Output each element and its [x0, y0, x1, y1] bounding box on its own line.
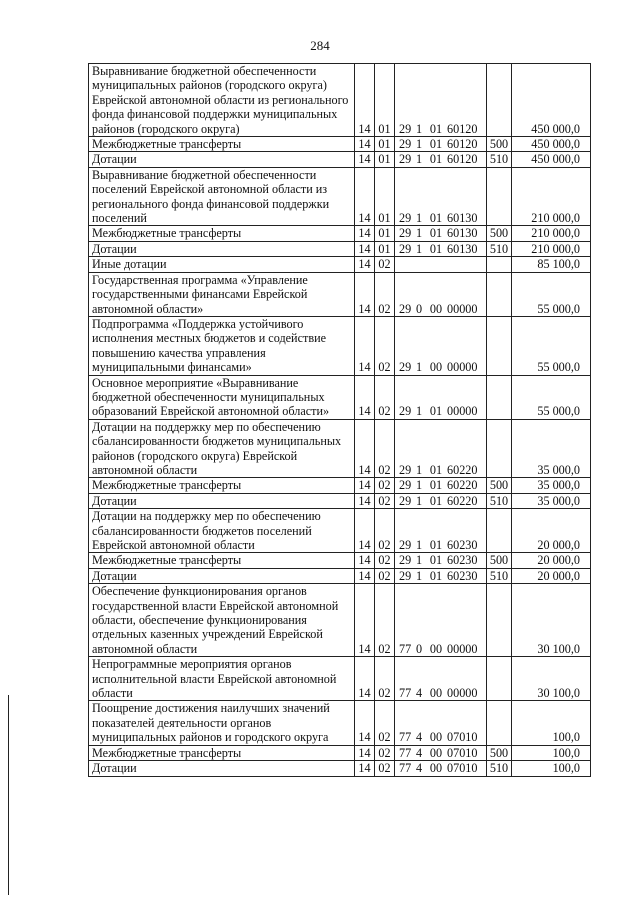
row-rz: 14: [355, 761, 375, 776]
row-sum: 100,0: [512, 761, 591, 776]
table-row: [89, 584, 591, 657]
row-csr: 29 1 01 60120: [395, 152, 487, 167]
row-pr: 01: [375, 226, 395, 241]
row-sum: 210 000,0: [512, 226, 591, 241]
table-row: [89, 152, 591, 167]
row-csr: 29 1 01 60130: [395, 167, 487, 226]
table-row: [89, 167, 591, 226]
row-name: Выравнивание бюджетной обеспеченности поселений Еврейской автономной области из регионального фонда финансовой поддержки поселений: [89, 167, 355, 226]
row-sum: 210 000,0: [512, 167, 591, 226]
table-row: [89, 272, 591, 316]
row-sum: 100,0: [512, 701, 591, 745]
row-pr: 02: [375, 478, 395, 493]
table-row: [89, 419, 591, 478]
row-name: Межбюджетные трансферты: [89, 745, 355, 760]
row-pr: 02: [375, 657, 395, 701]
row-pr: 01: [375, 241, 395, 256]
row-pr: 02: [375, 701, 395, 745]
page-number: 284: [310, 38, 330, 53]
row-name: Межбюджетные трансферты: [89, 478, 355, 493]
row-vr: 510: [487, 568, 512, 583]
row-rz: 14: [355, 137, 375, 152]
row-csr: 29 1 01 00000: [395, 375, 487, 419]
row-name: Государственная программа «Управление государственными финансами Еврейской автономной области»: [89, 272, 355, 316]
row-csr: 29 1 01 60120: [395, 137, 487, 152]
row-sum: 55 000,0: [512, 375, 591, 419]
table-row: [89, 375, 591, 419]
row-pr: 02: [375, 745, 395, 760]
row-pr: 02: [375, 493, 395, 508]
row-sum: 35 000,0: [512, 478, 591, 493]
row-csr: 29 1 01 60220: [395, 419, 487, 478]
row-sum: 55 000,0: [512, 272, 591, 316]
row-name: Дотации: [89, 568, 355, 583]
row-sum: 35 000,0: [512, 493, 591, 508]
row-sum: 450 000,0: [512, 137, 591, 152]
row-csr: 29 1 01 60220: [395, 478, 487, 493]
row-rz: 14: [355, 657, 375, 701]
row-pr: 02: [375, 553, 395, 568]
row-sum: 20 000,0: [512, 553, 591, 568]
row-name: Поощрение достижения наилучших значений показателей деятельности органов муниципальных районов и городского округа: [89, 701, 355, 745]
row-sum: 20 000,0: [512, 568, 591, 583]
table-row: [89, 745, 591, 760]
row-rz: 14: [355, 745, 375, 760]
row-sum: 20 000,0: [512, 509, 591, 553]
table-row: [89, 478, 591, 493]
row-rz: 14: [355, 419, 375, 478]
row-sum: 55 000,0: [512, 316, 591, 375]
row-rz: 14: [355, 167, 375, 226]
row-vr: 500: [487, 137, 512, 152]
row-pr: 02: [375, 568, 395, 583]
row-csr: 29 1 01 60130: [395, 226, 487, 241]
row-pr: 01: [375, 167, 395, 226]
row-csr: 77 4 00 07010: [395, 745, 487, 760]
row-name: Дотации на поддержку мер по обеспечению сбалансированности бюджетов поселений Еврейской автономной области: [89, 509, 355, 553]
row-vr: [487, 584, 512, 657]
row-rz: 14: [355, 701, 375, 745]
row-csr: 77 4 00 00000: [395, 657, 487, 701]
table-row: [89, 568, 591, 583]
row-rz: 14: [355, 553, 375, 568]
row-vr: 510: [487, 761, 512, 776]
row-rz: 14: [355, 316, 375, 375]
row-csr: 29 1 01 60120: [395, 64, 487, 137]
row-pr: 01: [375, 137, 395, 152]
table-row: [89, 241, 591, 256]
row-csr: 29 0 00 00000: [395, 272, 487, 316]
row-pr: 01: [375, 64, 395, 137]
row-name: Основное мероприятие «Выравнивание бюджетной обеспеченности муниципальных образований Еврейской автономной области»: [89, 375, 355, 419]
row-rz: 14: [355, 584, 375, 657]
row-vr: 500: [487, 553, 512, 568]
row-name: Дотации: [89, 761, 355, 776]
row-sum: 450 000,0: [512, 152, 591, 167]
row-vr: [487, 272, 512, 316]
row-pr: 02: [375, 375, 395, 419]
row-pr: 02: [375, 509, 395, 553]
row-rz: 14: [355, 64, 375, 137]
row-sum: 30 100,0: [512, 657, 591, 701]
row-name: Обеспечение функционирования органов государственной власти Еврейской автономной области, обеспечение функционирования отдельных казенных учреждений Еврейской автономной области: [89, 584, 355, 657]
row-csr: 77 0 00 00000: [395, 584, 487, 657]
row-vr: [487, 509, 512, 553]
row-vr: 510: [487, 152, 512, 167]
table-row: [89, 493, 591, 508]
row-vr: [487, 375, 512, 419]
row-vr: [487, 701, 512, 745]
row-sum: 30 100,0: [512, 584, 591, 657]
table-row: [89, 761, 591, 776]
table-row: [89, 701, 591, 745]
row-vr: [487, 167, 512, 226]
row-pr: 02: [375, 272, 395, 316]
row-name: Дотации: [89, 152, 355, 167]
row-csr: 29 1 01 60230: [395, 568, 487, 583]
row-vr: 510: [487, 241, 512, 256]
row-csr: [395, 257, 487, 272]
margin-line: [8, 695, 9, 895]
row-name: Непрограммные мероприятия органов исполнительной власти Еврейской автономной области: [89, 657, 355, 701]
budget-table: [88, 63, 591, 777]
row-name: Выравнивание бюджетной обеспеченности муниципальных районов (городского округа) Еврейской автономной области из регионального фонда финансовой поддержки муниципальных районов (городского округа): [89, 64, 355, 137]
row-csr: 29 1 01 60130: [395, 241, 487, 256]
row-csr: 29 1 01 60230: [395, 553, 487, 568]
row-name: Дотации: [89, 493, 355, 508]
row-rz: 14: [355, 509, 375, 553]
row-pr: 02: [375, 316, 395, 375]
row-vr: [487, 657, 512, 701]
row-sum: 450 000,0: [512, 64, 591, 137]
row-name: Межбюджетные трансферты: [89, 226, 355, 241]
row-pr: 01: [375, 152, 395, 167]
row-rz: 14: [355, 478, 375, 493]
table-row: [89, 553, 591, 568]
row-name: Межбюджетные трансферты: [89, 137, 355, 152]
row-vr: [487, 257, 512, 272]
row-vr: [487, 316, 512, 375]
row-name: Иные дотации: [89, 257, 355, 272]
row-rz: 14: [355, 241, 375, 256]
row-rz: 14: [355, 257, 375, 272]
table-row: [89, 64, 591, 137]
row-csr: 77 4 00 07010: [395, 701, 487, 745]
row-pr: 02: [375, 584, 395, 657]
row-rz: 14: [355, 568, 375, 583]
row-csr: 29 1 01 60220: [395, 493, 487, 508]
row-sum: 100,0: [512, 745, 591, 760]
row-pr: 02: [375, 419, 395, 478]
row-rz: 14: [355, 375, 375, 419]
row-vr: 500: [487, 478, 512, 493]
row-rz: 14: [355, 226, 375, 241]
row-sum: 85 100,0: [512, 257, 591, 272]
table-row: [89, 257, 591, 272]
row-vr: 500: [487, 745, 512, 760]
table-row: [89, 316, 591, 375]
row-csr: 29 1 01 60230: [395, 509, 487, 553]
row-vr: 510: [487, 493, 512, 508]
row-rz: 14: [355, 152, 375, 167]
row-name: Дотации: [89, 241, 355, 256]
row-pr: 02: [375, 761, 395, 776]
row-csr: 29 1 00 00000: [395, 316, 487, 375]
budget-table-body: [89, 64, 591, 777]
row-pr: 02: [375, 257, 395, 272]
table-row: [89, 509, 591, 553]
table-row: [89, 657, 591, 701]
row-vr: [487, 419, 512, 478]
table-row: [89, 137, 591, 152]
row-csr: 77 4 00 07010: [395, 761, 487, 776]
row-name: Межбюджетные трансферты: [89, 553, 355, 568]
row-sum: 210 000,0: [512, 241, 591, 256]
row-name: Подпрограмма «Поддержка устойчивого исполнения местных бюджетов и содействие повышению качества управления муниципальными финансами»: [89, 316, 355, 375]
row-vr: 500: [487, 226, 512, 241]
table-row: [89, 226, 591, 241]
row-vr: [487, 64, 512, 137]
row-rz: 14: [355, 493, 375, 508]
row-rz: 14: [355, 272, 375, 316]
row-sum: 35 000,0: [512, 419, 591, 478]
row-name: Дотации на поддержку мер по обеспечению сбалансированности бюджетов муниципальных районов (городского округа) Еврейской автономной области: [89, 419, 355, 478]
